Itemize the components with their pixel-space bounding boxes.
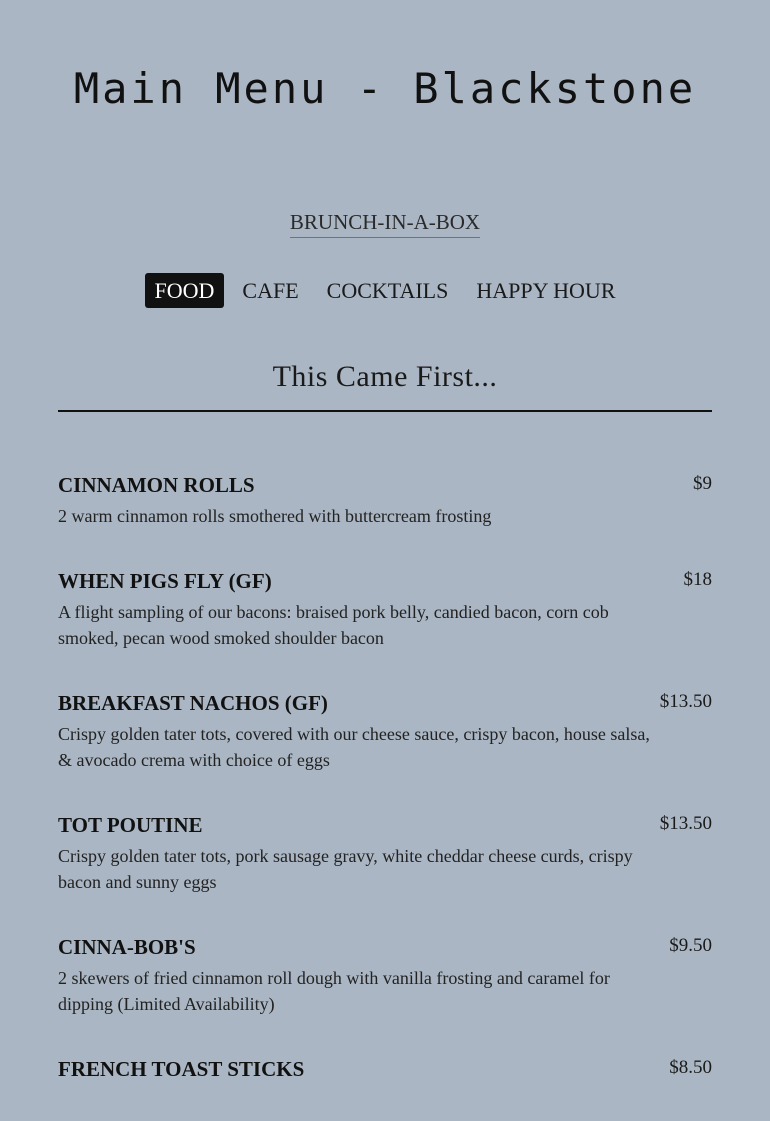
menu-item [58,932,712,1017]
item-price: $9.50 [669,935,712,956]
item-price: $8.50 [669,1057,712,1078]
tab-happy-hour[interactable]: HAPPY HOUR [476,278,616,303]
item-description: Crispy golden tater tots, pork sausage gravy, white cheddar cheese curds, crispy bacon and sunny eggs [58,846,633,892]
tab-cafe[interactable]: CAFE [242,278,299,303]
category-tabs [0,273,770,308]
menu-item [58,688,712,773]
brunch-in-a-box-link[interactable]: BRUNCH-IN-A-BOX [290,210,480,238]
item-name: WHEN PIGS FLY (GF) [58,569,272,593]
item-price: $18 [683,569,712,590]
item-price: $13.50 [659,813,712,834]
page-title: Main Menu - Blackstone [73,64,697,113]
item-price: $13.50 [659,691,712,712]
menu-item [58,470,712,529]
item-name: BREAKFAST NACHOS (GF) [58,691,328,715]
item-description: A flight sampling of our bacons: braised pork belly, candied bacon, corn cob smoked, pecan wood smoked shoulder bacon [58,602,609,648]
section-divider [58,410,712,412]
menu-item [58,1054,712,1084]
item-description: 2 skewers of fried cinnamon roll dough with vanilla frosting and caramel for dipping (Limited Availability) [58,968,610,1014]
section-title: This Came First... [272,360,498,393]
menu-item [58,566,712,651]
menu-selector [0,210,770,238]
menu-items-list [58,470,712,1121]
tab-food[interactable]: FOOD [145,273,225,308]
item-description: 2 warm cinnamon rolls smothered with buttercream frosting [58,506,492,526]
item-name: CINNAMON ROLLS [58,473,255,497]
item-name: CINNA-BOB'S [58,935,196,959]
item-price: $9 [693,473,712,494]
tab-cocktails[interactable]: COCKTAILS [326,278,449,303]
item-name: FRENCH TOAST STICKS [58,1057,305,1081]
menu-item [58,810,712,895]
item-name: TOT POUTINE [58,813,203,837]
item-description: Crispy golden tater tots, covered with our cheese sauce, crispy bacon, house salsa, & avocado crema with choice of eggs [58,724,650,770]
